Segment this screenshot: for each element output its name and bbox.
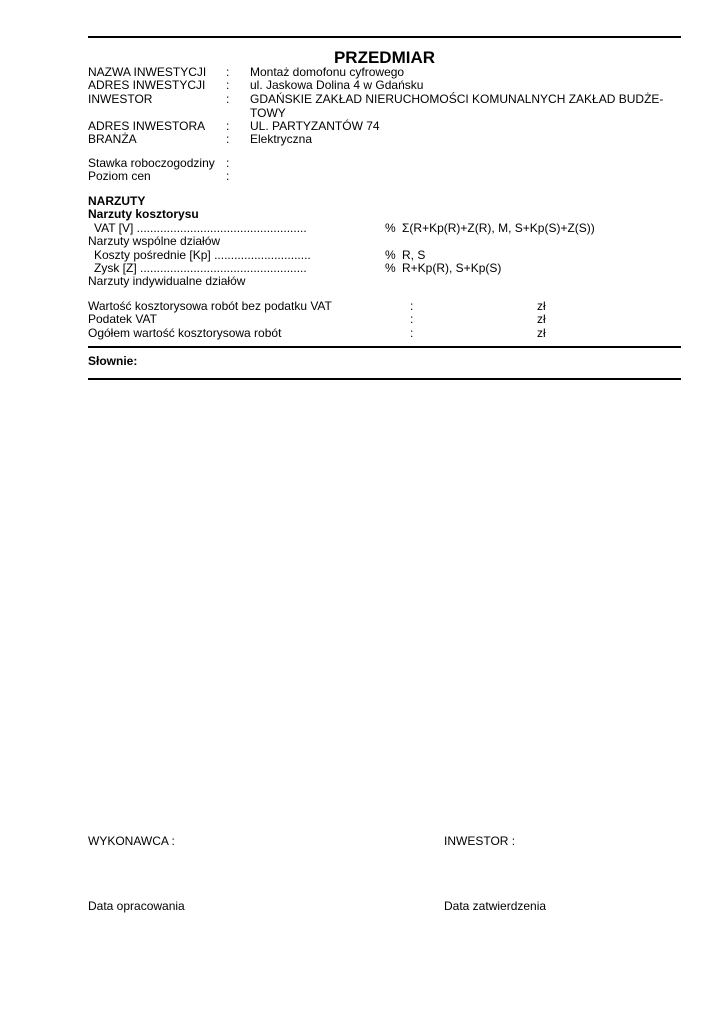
field-value-adres-inwestora: UL. PARTYZANTÓW 74 (250, 119, 380, 133)
narzuty-indywidualne-heading: Narzuty indywidualne działów (88, 274, 246, 288)
field-colon: : (226, 156, 230, 170)
summary-label-ogolem: Ogółem wartość kosztorysowa robót (88, 326, 282, 340)
kp-line: Koszty pośrednie [Kp] ............................. (94, 248, 311, 262)
field-value-adres-inwestycji: ul. Jaskowa Dolina 4 w Gdańsku (250, 78, 424, 92)
inwestor-signature-label: INWESTOR : (444, 834, 516, 848)
slownie-label: Słownie: (88, 354, 138, 368)
kp-pct: % (385, 248, 396, 262)
slownie-rule (88, 378, 681, 380)
summary-unit: zł (537, 299, 546, 313)
field-label-nazwa-inwestycji: NAZWA INWESTYCJI (88, 65, 207, 79)
page-title: PRZEDMIAR (333, 48, 436, 67)
z-formula: R+Kp(R), S+Kp(S) (402, 261, 502, 275)
summary-unit: zł (537, 312, 546, 326)
summary-colon: : (410, 326, 414, 340)
field-colon: : (226, 119, 230, 133)
summary-rule (88, 346, 681, 348)
field-colon: : (226, 78, 230, 92)
field-label-stawka: Stawka roboczogodziny (88, 156, 215, 170)
field-label-branza: BRANŻA (88, 132, 137, 146)
field-colon: : (226, 132, 230, 146)
field-value-branza: Elektryczna (250, 132, 313, 146)
kp-formula: R, S (402, 248, 426, 262)
summary-colon: : (410, 299, 414, 313)
narzuty-subheading: Narzuty kosztorysu (88, 207, 199, 221)
top-rule (88, 36, 681, 38)
summary-colon: : (410, 312, 414, 326)
field-label-adres-inwestycji: ADRES INWESTYCJI (88, 78, 206, 92)
field-value-nazwa-inwestycji: Montaż domofonu cyfrowego (250, 65, 405, 79)
field-colon: : (226, 65, 230, 79)
field-label-adres-inwestora: ADRES INWESTORA (88, 119, 206, 133)
field-label-inwestor: INWESTOR (88, 92, 153, 106)
field-label-poziom-cen: Poziom cen (88, 169, 151, 183)
field-colon: : (226, 169, 230, 183)
summary-label-podatek: Podatek VAT (88, 312, 157, 326)
field-value-inwestor: GDAŃSKIE ZAKŁAD NIERUCHOMOŚCI KOMUNALNYCH ZAKŁAD BUDŻE-TOWY (250, 92, 664, 120)
z-pct: % (385, 261, 396, 275)
narzuty-wspolne-heading: Narzuty wspólne działów (88, 234, 221, 248)
z-line: Zysk [Z] .................................................. (94, 261, 307, 275)
vat-formula: Σ(R+Kp(R)+Z(R), M, S+Kp(S)+Z(S)) (402, 221, 595, 235)
data-zatwierdzenia-label: Data zatwierdzenia (444, 899, 547, 913)
vat-line: VAT [V] ................................................... (94, 221, 307, 235)
wykonawca-label: WYKONAWCA : (88, 834, 175, 848)
vat-pct: % (385, 221, 396, 235)
summary-label-wartosc: Wartość kosztorysowa robót bez podatku VAT (88, 299, 332, 313)
summary-unit: zł (537, 326, 546, 340)
data-opracowania-label: Data opracowania (88, 899, 185, 913)
field-colon: : (226, 92, 230, 106)
narzuty-heading: NARZUTY (88, 194, 146, 208)
